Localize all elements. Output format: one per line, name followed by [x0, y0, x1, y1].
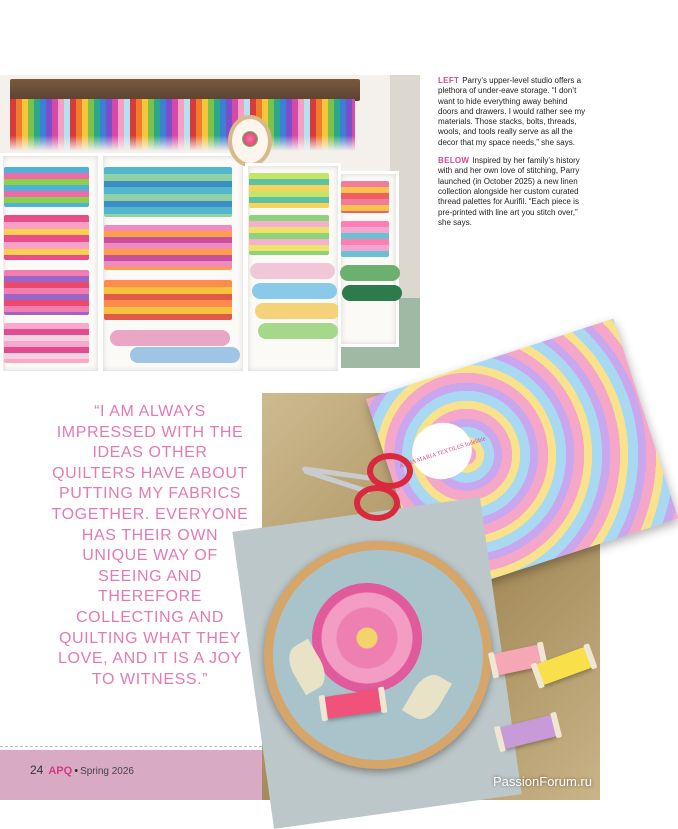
footer-divider [0, 746, 262, 747]
folio-separator: • [74, 765, 79, 777]
photo-captions [438, 76, 588, 236]
caption-below-label: BELOW [438, 156, 470, 166]
studio-shelves-photo [0, 75, 420, 368]
embroidery-photo [262, 393, 600, 800]
caption-below-text: Inspired by her family’s history with and her own love of stitching, Parry launched (in October 2025) a new linen collection alongside her custom curated thread palettes for Aurifil. “Each piece is pre-printed with line art you stitch over,” she says. [438, 156, 580, 227]
box-label-text: ANNA MARIA TEXTILES Indelible [398, 436, 487, 470]
caption-below [438, 156, 588, 228]
page-folio [30, 763, 134, 777]
embroidered-flower [312, 583, 422, 693]
scissors-icon [367, 453, 413, 489]
caption-left-label: LEFT [438, 76, 460, 85]
publication-name: APQ [48, 765, 73, 777]
page-number: 24 [30, 763, 44, 777]
thread-rail [10, 79, 360, 101]
issue-season: Spring 2026 [80, 766, 134, 777]
caption-left-text: Parry’s upper-level studio offers a plethora of under-eave storage. “I don’t want to hide everything away behind doors and drawers. I would rather see my materials. Those stacks, bolts, threads, wools, and tools really serve as all the decor that my space needs,” she says. [438, 76, 586, 147]
caption-left [438, 76, 588, 148]
pull-quote: “I AM ALWAYS IMPRESSED WITH THE IDEAS OTHER QUILTERS HAVE ABOUT PUTTING MY FABRICS TOGETHER. EVERYONE HAS THEIR OWN UNIQUE WAY OF SEEING AND THEREFORE COLLECTING AND QUILTING WHAT THEY LOVE, AND IT IS A JOY TO WITNESS.” [51, 403, 249, 688]
watermark: PassionForum.ru [493, 774, 592, 789]
embroidery-threads [10, 99, 355, 151]
wall-embroidery-hoop [228, 115, 272, 167]
scissors-handle [354, 485, 400, 521]
